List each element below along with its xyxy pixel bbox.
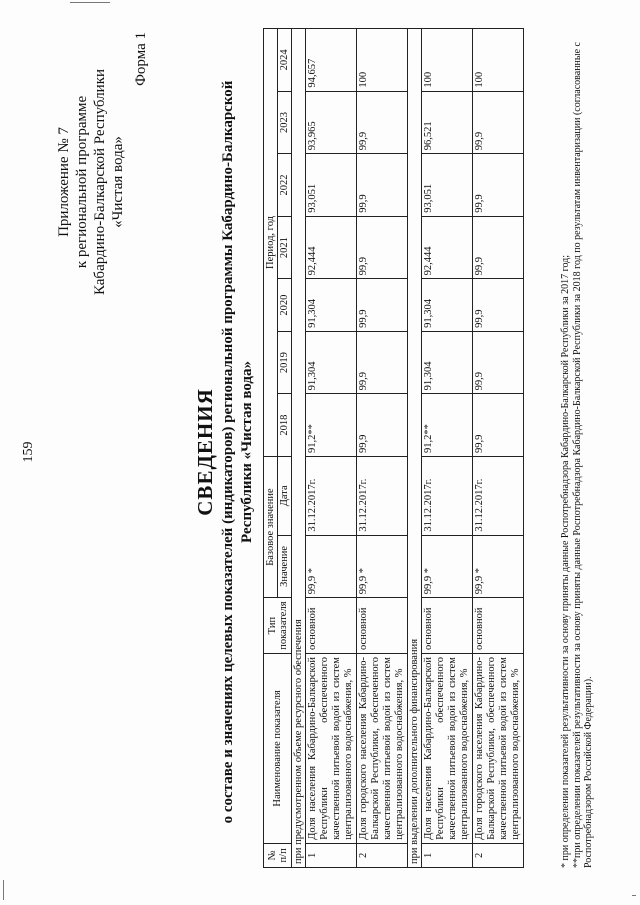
- section-title: при выделении дополнительного финансирования: [408, 29, 422, 868]
- row-value-2024: 94,657: [306, 29, 357, 92]
- document-title: [193, 12, 256, 892]
- header-type: Тип показателя: [264, 598, 292, 654]
- row-base-date: 31.12.2017г.: [306, 456, 357, 535]
- footnote-1: * при определении показателей результативности за основу приняты данные Роспотребнадзора Кабардино-Балкарской Республики за 2017 год;: [560, 254, 571, 868]
- row-value-2021: 92,444: [306, 216, 357, 279]
- header-year-2022: 2022: [278, 154, 292, 217]
- scan-mark: [3, 880, 4, 900]
- appendix-heading: [55, 32, 127, 332]
- header-num: № п/п: [264, 843, 292, 867]
- row-num: 1: [422, 843, 473, 867]
- row-value-2022: 99,9: [473, 154, 524, 217]
- form-label: Форма 1: [133, 32, 149, 86]
- section-row: [408, 29, 422, 868]
- title-main: СВЕДЕНИЯ: [193, 388, 217, 516]
- appendix-line-4: «Чистая вода»: [110, 136, 126, 228]
- header-name: Наименование показателя: [264, 654, 292, 844]
- row-name: Доля городского населения Кабардино-Балкарской Республики, обеспеченного качественной питьевой водой из систем централизованного водоснабжения, %: [357, 654, 408, 844]
- row-value-2023: 99,9: [357, 91, 408, 154]
- row-value-2020: 99,9: [473, 279, 524, 331]
- footnotes: [560, 28, 595, 868]
- row-name: Доля городского населения Кабардино-Балкарской Республики, обеспеченного качественной питьевой водой из систем централизованного водоснабжения, %: [473, 654, 524, 844]
- header-year-2020: 2020: [278, 279, 292, 331]
- scan-mark: [70, 2, 110, 3]
- row-value-2018: 99,9: [473, 394, 524, 457]
- page-number: 159: [21, 441, 36, 463]
- row-value-2019: 99,9: [357, 331, 408, 394]
- header-base-date: Дата: [278, 456, 292, 535]
- header-year-2019: 2019: [278, 331, 292, 394]
- row-num: 2: [357, 843, 408, 867]
- row-value-2019: 99,9: [473, 331, 524, 394]
- row-value-2023: 96,521: [422, 91, 473, 154]
- table-row: [306, 29, 357, 868]
- title-line-2: Республики «Чистая вода»: [239, 361, 255, 544]
- row-type: основной: [473, 598, 524, 654]
- row-value-2018: 91,2**: [306, 394, 357, 457]
- row-base-value: 99,9 *: [357, 535, 408, 598]
- title-line-1: о составе и значениях целевых показателей (индикаторов) региональной программы Кабардино-Балкарской: [220, 80, 236, 824]
- row-value-2020: 99,9: [357, 279, 408, 331]
- row-value-2022: 93,051: [306, 154, 357, 217]
- row-value-2021: 99,9: [357, 216, 408, 279]
- row-value-2022: 99,9: [357, 154, 408, 217]
- row-type: основной: [306, 598, 357, 654]
- table-header-row: [264, 29, 278, 868]
- row-value-2024: 100: [422, 29, 473, 92]
- table-row: [357, 29, 408, 868]
- row-base-date: 31.12.2017г.: [473, 456, 524, 535]
- row-value-2024: 100: [357, 29, 408, 92]
- appendix-line-2: к региональной программе: [74, 95, 90, 269]
- table-row: [422, 29, 473, 868]
- header-year-2018: 2018: [278, 394, 292, 457]
- footnote-2: **при определении показателей результативности за основу приняты данные Роспотребнадзора Кабардино-Балкарской Республики за 2018 год по результатам инвентаризации (согласованные с Роспотребнадзором Российской Федерации).: [571, 42, 594, 868]
- appendix-line-3: Кабардино-Балкарской Республики: [92, 68, 108, 296]
- header-year-2024: 2024: [278, 29, 292, 92]
- rotated-document: [15, 12, 625, 892]
- row-base-date: 31.12.2017г.: [422, 456, 473, 535]
- header-period-group: Период, год: [264, 29, 278, 457]
- section-title: при предусмотренном объеме ресурсного обеспечения: [292, 29, 306, 868]
- row-value-2024: 100: [473, 29, 524, 92]
- row-value-2021: 99,9: [473, 216, 524, 279]
- row-base-value: 99,9 *: [473, 535, 524, 598]
- header-year-2023: 2023: [278, 91, 292, 154]
- header-base-group: Базовое значение: [264, 456, 278, 597]
- table-row: [473, 29, 524, 868]
- row-value-2022: 93,051: [422, 154, 473, 217]
- indicators-table: [263, 28, 524, 868]
- row-value-2020: 91,304: [422, 279, 473, 331]
- section-row: [292, 29, 306, 868]
- header-year-2021: 2021: [278, 216, 292, 279]
- row-base-date: 31.12.2017г.: [357, 456, 408, 535]
- appendix-line-1: Приложение № 7: [56, 127, 72, 237]
- row-base-value: 99,9 *: [306, 535, 357, 598]
- row-value-2018: 91,2**: [422, 394, 473, 457]
- row-value-2019: 91,304: [306, 331, 357, 394]
- row-name: Доля населения Кабардино-Балкарской Республики обеспеченного качественной питьевой водой из систем централизованного водоснабжения, %: [306, 654, 357, 844]
- row-num: 1: [306, 843, 357, 867]
- row-type: основной: [357, 598, 408, 654]
- row-name: Доля населения Кабардино-Балкарской Республики обеспеченного качественной питьевой водой из систем централизованного водоснабжения, %: [422, 654, 473, 844]
- row-value-2023: 99,9: [473, 91, 524, 154]
- row-value-2019: 91,304: [422, 331, 473, 394]
- row-value-2020: 91,304: [306, 279, 357, 331]
- row-value-2023: 93,965: [306, 91, 357, 154]
- scan-mark: [632, 895, 636, 896]
- row-type: основной: [422, 598, 473, 654]
- header-base-value: Значение: [278, 535, 292, 598]
- row-value-2021: 92,444: [422, 216, 473, 279]
- row-base-value: 99,9 *: [422, 535, 473, 598]
- row-value-2018: 99,9: [357, 394, 408, 457]
- row-num: 2: [473, 843, 524, 867]
